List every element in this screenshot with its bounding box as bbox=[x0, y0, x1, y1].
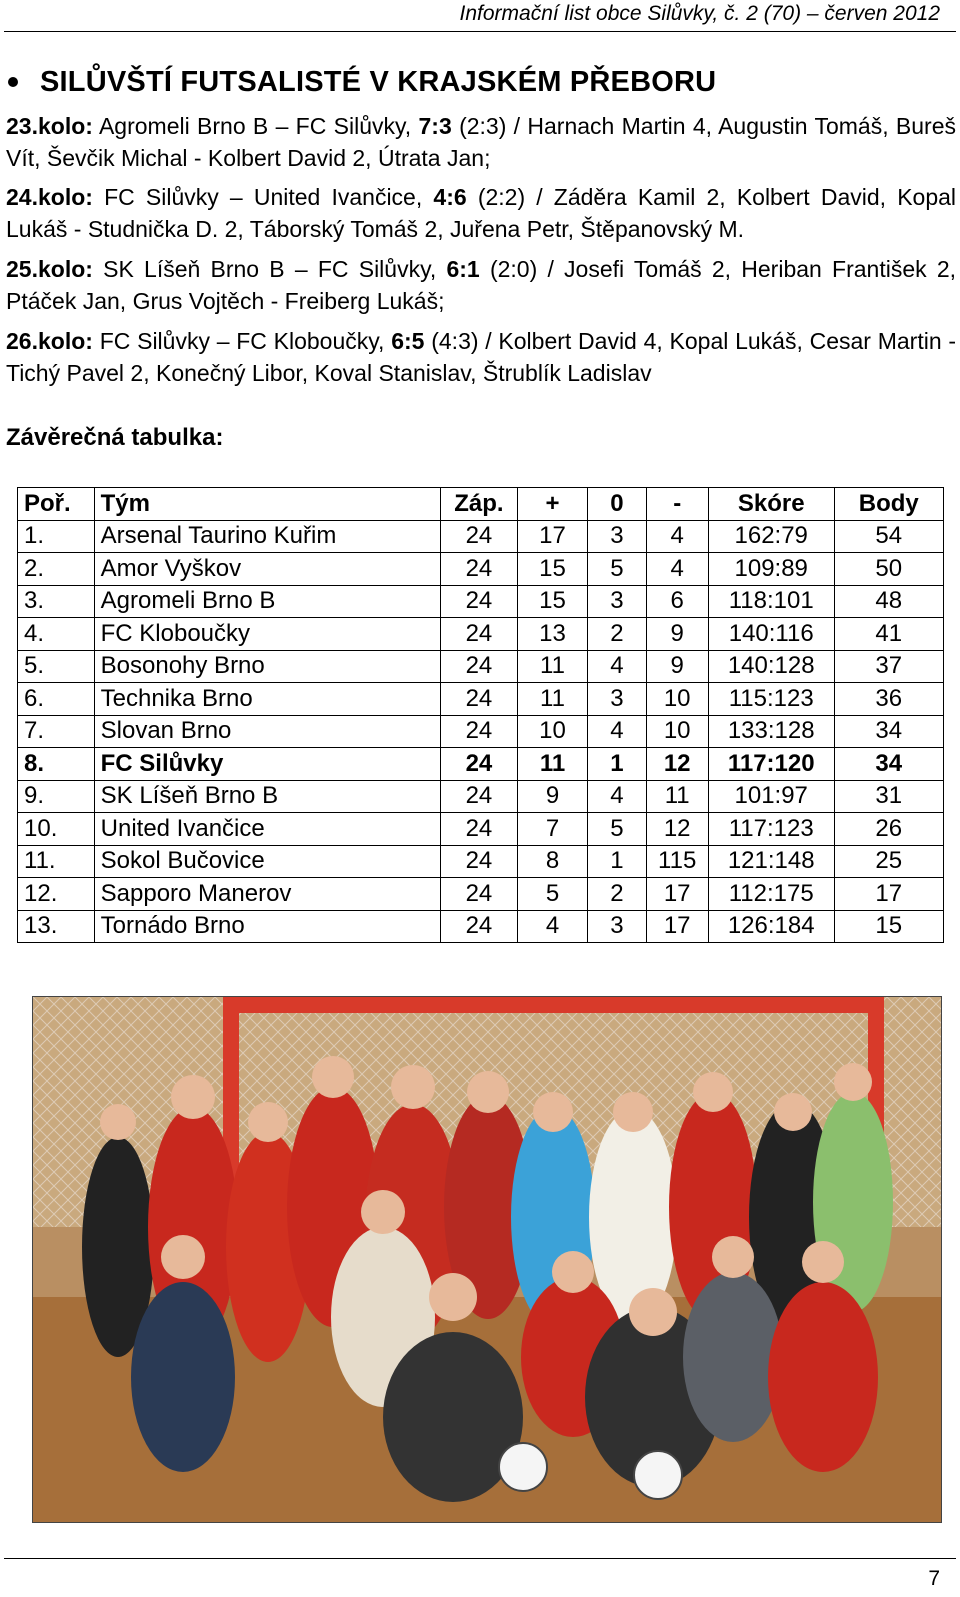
team-photo-icon bbox=[33, 997, 941, 1522]
cell-score: 118:101 bbox=[708, 585, 834, 618]
cell-wins: 13 bbox=[517, 618, 588, 651]
cell-draws: 4 bbox=[588, 715, 646, 748]
footer-divider bbox=[4, 1558, 956, 1559]
cell-losses: 10 bbox=[646, 683, 708, 716]
cell-played: 24 bbox=[441, 618, 518, 651]
table-row bbox=[18, 650, 944, 683]
cell-wins: 8 bbox=[517, 845, 588, 878]
round-result: 7:3 bbox=[418, 113, 452, 139]
cell-team: FC Silůvky bbox=[94, 748, 440, 781]
cell-score: 109:89 bbox=[708, 553, 834, 586]
cell-losses: 9 bbox=[646, 650, 708, 683]
header-divider bbox=[4, 31, 956, 32]
cell-played: 24 bbox=[441, 845, 518, 878]
cell-draws: 3 bbox=[588, 585, 646, 618]
cell-points: 48 bbox=[834, 585, 943, 618]
round-match: Agromeli Brno B – FC Silůvky, bbox=[98, 113, 412, 139]
cell-wins: 10 bbox=[517, 715, 588, 748]
cell-position: 10. bbox=[18, 813, 95, 846]
cell-position: 11. bbox=[18, 845, 95, 878]
round-details: (2:0) / Josefi Tomáš 2, Heriban František 2, Ptáček Jan, Grus Vojtěch - Freiberg Lukáš; bbox=[6, 256, 957, 314]
cell-draws: 2 bbox=[588, 878, 646, 911]
cell-draws: 3 bbox=[588, 910, 646, 943]
page-header bbox=[0, 0, 960, 34]
cell-score: 140:116 bbox=[708, 618, 834, 651]
cell-points: 37 bbox=[834, 650, 943, 683]
cell-position: 2. bbox=[18, 553, 95, 586]
cell-wins: 15 bbox=[517, 553, 588, 586]
table-row bbox=[18, 813, 944, 846]
table-row-highlighted bbox=[18, 748, 944, 781]
round-label: 23.kolo: bbox=[6, 113, 93, 139]
table-row bbox=[18, 780, 944, 813]
cell-score: 133:128 bbox=[708, 715, 834, 748]
cell-draws: 5 bbox=[588, 813, 646, 846]
cell-points: 15 bbox=[834, 910, 943, 943]
round-label: 24.kolo: bbox=[6, 184, 93, 210]
cell-draws: 1 bbox=[588, 845, 646, 878]
col-draws: 0 bbox=[588, 488, 646, 521]
cell-team: SK Líšeň Brno B bbox=[94, 780, 440, 813]
cell-position: 7. bbox=[18, 715, 95, 748]
cell-position: 4. bbox=[18, 618, 95, 651]
cell-team: FC Kloboučky bbox=[94, 618, 440, 651]
round-result: 4:6 bbox=[433, 184, 467, 210]
cell-wins: 5 bbox=[517, 878, 588, 911]
table-row bbox=[18, 520, 944, 553]
standings-table bbox=[17, 487, 944, 943]
round-match: FC Silůvky – United Ivančice, bbox=[104, 184, 423, 210]
table-row bbox=[18, 553, 944, 586]
table-row bbox=[18, 585, 944, 618]
cell-position: 5. bbox=[18, 650, 95, 683]
cell-team: Agromeli Brno B bbox=[94, 585, 440, 618]
table-row bbox=[18, 683, 944, 716]
cell-losses: 4 bbox=[646, 553, 708, 586]
cell-team: Arsenal Taurino Kuřim bbox=[94, 520, 440, 553]
cell-wins: 11 bbox=[517, 748, 588, 781]
cell-played: 24 bbox=[441, 520, 518, 553]
round-paragraph bbox=[6, 181, 956, 245]
cell-position: 3. bbox=[18, 585, 95, 618]
cell-points: 34 bbox=[834, 715, 943, 748]
col-team: Tým bbox=[94, 488, 440, 521]
cell-played: 24 bbox=[441, 585, 518, 618]
round-details: (2:2) / Záděra Kamil 2, Kolbert David, Kopal Lukáš - Studnička D. 2, Táborský Tomáš 2, Juřena Petr, Štěpanovský M. bbox=[6, 184, 957, 242]
cell-score: 101:97 bbox=[708, 780, 834, 813]
cell-played: 24 bbox=[441, 715, 518, 748]
header-text: Informační list obce Silůvky, č. 2 (70) – červen 2012 bbox=[459, 2, 940, 25]
cell-team: Slovan Brno bbox=[94, 715, 440, 748]
cell-position: 8. bbox=[18, 748, 95, 781]
cell-score: 112:175 bbox=[708, 878, 834, 911]
cell-played: 24 bbox=[441, 650, 518, 683]
cell-played: 24 bbox=[441, 910, 518, 943]
cell-team: Sapporo Manerov bbox=[94, 878, 440, 911]
cell-score: 126:184 bbox=[708, 910, 834, 943]
cell-position: 13. bbox=[18, 910, 95, 943]
cell-played: 24 bbox=[441, 683, 518, 716]
cell-losses: 11 bbox=[646, 780, 708, 813]
cell-score: 115:123 bbox=[708, 683, 834, 716]
team-photo bbox=[32, 996, 942, 1523]
cell-draws: 2 bbox=[588, 618, 646, 651]
cell-points: 26 bbox=[834, 813, 943, 846]
cell-points: 36 bbox=[834, 683, 943, 716]
cell-draws: 3 bbox=[588, 683, 646, 716]
cell-wins: 11 bbox=[517, 683, 588, 716]
cell-wins: 4 bbox=[517, 910, 588, 943]
table-header-row bbox=[18, 488, 944, 521]
cell-wins: 17 bbox=[517, 520, 588, 553]
table-row bbox=[18, 845, 944, 878]
cell-losses: 10 bbox=[646, 715, 708, 748]
cell-draws: 3 bbox=[588, 520, 646, 553]
cell-score: 121:148 bbox=[708, 845, 834, 878]
cell-losses: 6 bbox=[646, 585, 708, 618]
cell-losses: 12 bbox=[646, 748, 708, 781]
round-result: 6:1 bbox=[446, 256, 480, 282]
table-row bbox=[18, 910, 944, 943]
table-row bbox=[18, 618, 944, 651]
cell-wins: 11 bbox=[517, 650, 588, 683]
cell-team: Tornádo Brno bbox=[94, 910, 440, 943]
round-result: 6:5 bbox=[391, 328, 425, 354]
cell-draws: 4 bbox=[588, 780, 646, 813]
cell-played: 24 bbox=[441, 813, 518, 846]
cell-points: 17 bbox=[834, 878, 943, 911]
cell-position: 12. bbox=[18, 878, 95, 911]
cell-position: 6. bbox=[18, 683, 95, 716]
table-row bbox=[18, 715, 944, 748]
cell-points: 31 bbox=[834, 780, 943, 813]
cell-points: 25 bbox=[834, 845, 943, 878]
col-position: Poř. bbox=[18, 488, 95, 521]
cell-losses: 115 bbox=[646, 845, 708, 878]
cell-score: 140:128 bbox=[708, 650, 834, 683]
cell-draws: 4 bbox=[588, 650, 646, 683]
col-points: Body bbox=[834, 488, 943, 521]
col-played: Záp. bbox=[441, 488, 518, 521]
page-number: 7 bbox=[928, 1567, 940, 1590]
round-match: SK Líšeň Brno B – FC Silůvky, bbox=[103, 256, 437, 282]
cell-wins: 15 bbox=[517, 585, 588, 618]
bullet-icon bbox=[8, 77, 18, 87]
article-title: SILŮVŠTÍ FUTSALISTÉ V KRAJSKÉM PŘEBORU bbox=[40, 65, 717, 98]
cell-points: 41 bbox=[834, 618, 943, 651]
round-label: 26.kolo: bbox=[6, 328, 93, 354]
cell-played: 24 bbox=[441, 748, 518, 781]
cell-losses: 9 bbox=[646, 618, 708, 651]
cell-played: 24 bbox=[441, 780, 518, 813]
cell-team: United Ivančice bbox=[94, 813, 440, 846]
cell-score: 162:79 bbox=[708, 520, 834, 553]
round-details: (4:3) / Kolbert David 4, Kopal Lukáš, Cesar Martin - Tichý Pavel 2, Konečný Libor, Koval Stanislav, Štrublík Ladislav bbox=[6, 328, 957, 386]
cell-team: Sokol Bučovice bbox=[94, 845, 440, 878]
cell-points: 54 bbox=[834, 520, 943, 553]
cell-losses: 12 bbox=[646, 813, 708, 846]
cell-position: 1. bbox=[18, 520, 95, 553]
cell-losses: 17 bbox=[646, 878, 708, 911]
cell-losses: 4 bbox=[646, 520, 708, 553]
table-row bbox=[18, 878, 944, 911]
cell-team: Amor Vyškov bbox=[94, 553, 440, 586]
cell-position: 9. bbox=[18, 780, 95, 813]
cell-points: 50 bbox=[834, 553, 943, 586]
cell-draws: 1 bbox=[588, 748, 646, 781]
col-wins: + bbox=[517, 488, 588, 521]
cell-wins: 9 bbox=[517, 780, 588, 813]
round-label: 25.kolo: bbox=[6, 256, 93, 282]
article-title-row bbox=[4, 62, 954, 102]
cell-team: Technika Brno bbox=[94, 683, 440, 716]
round-details: (2:3) / Harnach Martin 4, Augustin Tomáš, Bureš Vít, Ševčik Michal - Kolbert David 2, Útrata Jan; bbox=[6, 113, 956, 171]
final-table-title: Závěrečná tabulka: bbox=[6, 424, 224, 451]
cell-score: 117:123 bbox=[708, 813, 834, 846]
cell-played: 24 bbox=[441, 878, 518, 911]
cell-team: Bosonohy Brno bbox=[94, 650, 440, 683]
round-paragraph bbox=[6, 110, 956, 174]
round-paragraph bbox=[6, 325, 956, 389]
cell-losses: 17 bbox=[646, 910, 708, 943]
cell-score: 117:120 bbox=[708, 748, 834, 781]
round-paragraph bbox=[6, 253, 956, 317]
cell-draws: 5 bbox=[588, 553, 646, 586]
cell-played: 24 bbox=[441, 553, 518, 586]
cell-wins: 7 bbox=[517, 813, 588, 846]
cell-points: 34 bbox=[834, 748, 943, 781]
round-match: FC Silůvky – FC Kloboučky, bbox=[99, 328, 385, 354]
col-score: Skóre bbox=[708, 488, 834, 521]
col-losses: - bbox=[646, 488, 708, 521]
